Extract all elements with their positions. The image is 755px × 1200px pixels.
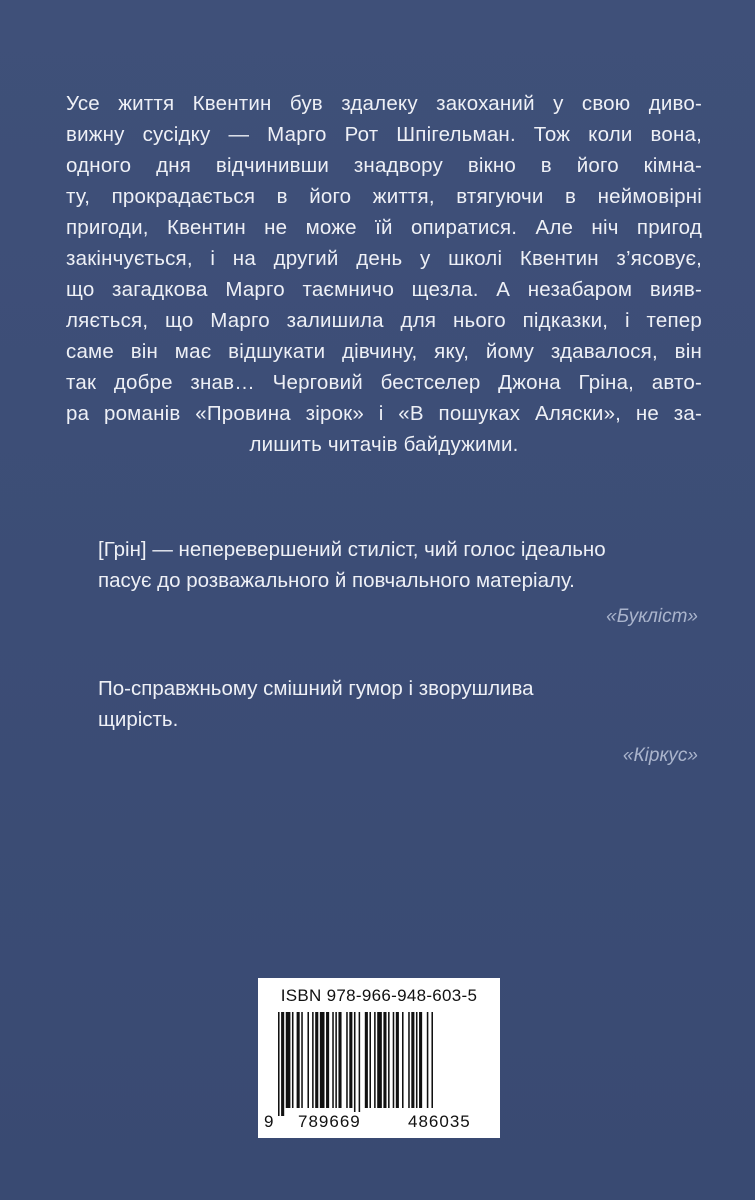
- barcode-digit-first: 9: [264, 1112, 275, 1131]
- barcode-bars: [278, 1012, 490, 1116]
- barcode-digits-right: 486035: [408, 1112, 471, 1131]
- barcode-bar: [335, 1012, 337, 1108]
- barcode-bar: [346, 1012, 348, 1108]
- blurb-line: одного дня відчинивши знадвору вікно в його кімна-: [66, 154, 702, 177]
- barcode-bar: [388, 1012, 390, 1108]
- barcode-digits-left: 789669: [298, 1112, 361, 1131]
- barcode-bar: [320, 1012, 325, 1108]
- barcode-bar: [286, 1012, 291, 1108]
- barcode-bar: [332, 1012, 334, 1108]
- barcode-bar: [416, 1012, 418, 1108]
- blurb-line: закінчується, і на другий день у школі Квентин з’ясовує,: [66, 247, 702, 270]
- isbn-label: ISBN 978-966-948-603-5: [280, 986, 478, 1005]
- blurb-line: ляється, що Марго залишила для нього підказки, і тепер: [66, 309, 702, 332]
- book-blurb: [66, 88, 702, 460]
- barcode-bar: [402, 1012, 404, 1108]
- barcode-bar: [411, 1012, 414, 1108]
- barcode-bar: [431, 1012, 433, 1108]
- review-line: [Грін] — неперевершений стиліст, чий голос ідеально: [98, 538, 606, 561]
- barcode-bar: [359, 1012, 361, 1116]
- review-quote-kirkus: [98, 673, 704, 770]
- review-source: «Кіркус»: [622, 745, 698, 766]
- barcode-bar: [307, 1012, 309, 1108]
- barcode-bar: [281, 1012, 284, 1116]
- barcode-bar: [419, 1012, 422, 1108]
- review-source: «Букліст»: [606, 606, 698, 627]
- barcode-bar: [326, 1012, 329, 1108]
- barcode-bar: [374, 1012, 376, 1108]
- barcode-bar: [278, 1012, 280, 1116]
- barcode-bar: [408, 1012, 410, 1108]
- blurb-line: ра романів «Провина зірок» і «В пошуках Аляски», не за-: [66, 402, 702, 425]
- blurb-line: пригоди, Квентин не може їй опиратися. Але ніч пригод: [66, 216, 702, 239]
- barcode-bar: [297, 1012, 300, 1108]
- barcode-bar: [292, 1012, 294, 1108]
- barcode-bar: [315, 1012, 318, 1108]
- blurb-line: саме він має відшукати дівчину, яку, йому здавалося, він: [66, 340, 702, 363]
- blurb-line: що загадкова Марго таємничо щезла. А незабаром вияв-: [66, 278, 702, 301]
- blurb-line: ту, прокрадається в його життя, втягуючи в неймовірні: [66, 185, 702, 208]
- barcode-bar: [383, 1012, 386, 1108]
- barcode-bar: [427, 1012, 429, 1108]
- review-line: По-справжньому смішний гумор і зворушлива: [98, 677, 534, 700]
- review-quote-booklist: [98, 534, 704, 631]
- barcode-bar: [301, 1012, 303, 1108]
- barcode-bar: [365, 1012, 368, 1108]
- blurb-line: лишить читачів байдужими.: [249, 433, 519, 456]
- barcode-bar: [377, 1012, 382, 1108]
- blurb-line: Усе життя Квентин був здалеку закоханий у свою диво-: [66, 92, 702, 115]
- barcode-bar: [369, 1012, 371, 1108]
- review-line: щирість.: [98, 708, 179, 731]
- barcode-bar: [396, 1012, 399, 1108]
- barcode-bar: [354, 1012, 356, 1116]
- review-line: пасує до розважального й повчального матеріалу.: [98, 569, 575, 592]
- barcode-bar: [349, 1012, 352, 1108]
- blurb-line: вижну сусідку — Марго Рот Шпігельман. Тож коли вона,: [66, 123, 702, 146]
- barcode-bar: [312, 1012, 314, 1108]
- blurb-line: так добре знав… Черговий бестселер Джона Гріна, авто-: [66, 371, 702, 394]
- barcode-bar: [393, 1012, 395, 1108]
- isbn-barcode: [258, 978, 500, 1138]
- barcode-bar: [338, 1012, 341, 1108]
